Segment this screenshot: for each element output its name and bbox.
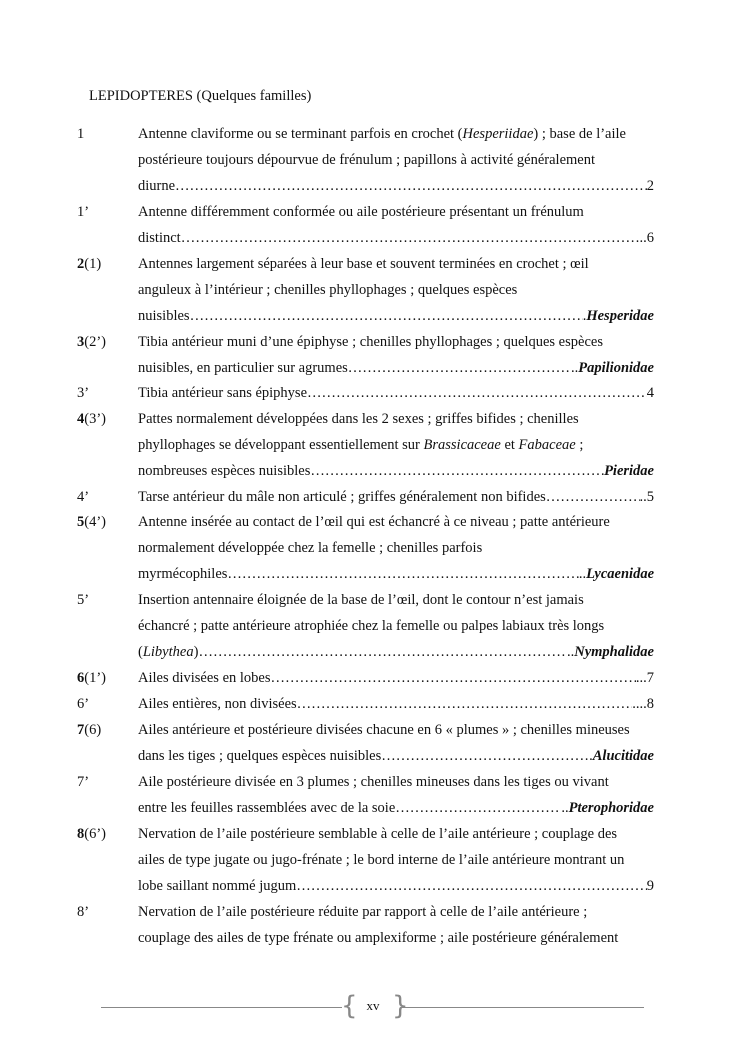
entry-line-text: Tibia antérieur sans épiphyse [138, 385, 308, 401]
entry-line-text: Ailes entières, non divisées [138, 696, 297, 712]
leader-dots [190, 308, 583, 325]
entry-number: 8(6’) [77, 826, 106, 842]
entry-number-bold: 8 [77, 826, 85, 842]
page-footer [0, 992, 745, 1022]
taxon-name: Libythea [142, 644, 194, 660]
family-name: Papilionidae [578, 360, 654, 376]
taxon-name: Fabaceae [518, 437, 576, 453]
taxon-name: Brassicaceae [423, 437, 501, 453]
entry-line [138, 178, 654, 195]
entry-line [138, 204, 584, 221]
entry-line-text: Nervation de l’aile postérieure semblable à celle de l’aile antérieure ; couplage des [138, 826, 618, 842]
entry-line [138, 411, 579, 428]
entry-line-text: (Libythea) [138, 644, 199, 660]
entry-line-text: myrmécophiles [138, 566, 228, 582]
entry-number: 1 [77, 126, 85, 142]
entry-line-text: nuisibles [138, 308, 190, 324]
entry-target: ..6 [639, 230, 654, 246]
leader-dots [395, 800, 561, 817]
entry-line [138, 826, 617, 843]
entry-target: 2 [646, 178, 654, 194]
entry-number: 6’ [77, 696, 90, 712]
entry-line [138, 308, 654, 325]
taxon-name: Hesperiidae [462, 126, 534, 142]
entry-number: 6(1’) [77, 670, 106, 686]
entry-line-text: normalement développée chez la femelle ; chenilles parfois [138, 540, 483, 556]
entry-line-text: Antenne claviforme ou se terminant parfois en crochet (Hesperiidae) ; base de l’aile [138, 126, 626, 142]
entry-line [138, 540, 482, 557]
entry-line [138, 437, 583, 454]
page-number: xv [366, 998, 380, 1013]
entry-line-text: ailes de type jugate ou jugo-frénate ; le bord interne de l’aile antérieure montrant un [138, 852, 625, 868]
leader-dots [310, 463, 604, 480]
entry-number: 2(1) [77, 256, 102, 272]
family-name: Pieridae [604, 463, 654, 479]
leader-dots [227, 566, 578, 583]
entry-line-text: nuisibles, en particulier sur agrumes [138, 360, 348, 376]
entry-line-text: Insertion antennaire éloignée de la base de l’œil, dont le contour n’est jamais [138, 592, 584, 608]
entry-line-text: postérieure toujours dépourvue de frénulum ; papillons à activité généralement [138, 152, 595, 168]
entry-number: 3(2’) [77, 334, 106, 350]
entry-number: 4(3’) [77, 411, 106, 427]
entry-line-text: Ailes divisées en lobes [138, 670, 271, 686]
leader-dots [271, 670, 636, 687]
entry-line-text: nombreuses espèces nuisibles [138, 463, 311, 479]
entry-line [138, 904, 587, 921]
entry-line-text: Pattes normalement développées dans les 2 sexes ; griffes bifides ; chenilles [138, 411, 579, 427]
entry-line-text: Antenne insérée au contact de l’œil qui est échancré à ce niveau ; patte antérieure [138, 514, 610, 530]
entry-line-text: diurne [138, 178, 176, 194]
entry-number: 3’ [77, 385, 90, 401]
leader-dots [348, 360, 571, 377]
leader-dots [198, 644, 567, 661]
entry-line [138, 696, 654, 713]
entry-line [138, 852, 624, 869]
family-name: Pterophoridae [568, 800, 654, 816]
leader-dots [381, 748, 589, 765]
entry-number: 5’ [77, 592, 90, 608]
entry-line-text: Aile postérieure divisée en 3 plumes ; chenilles mineuses dans les tiges ou vivant [138, 774, 609, 790]
entry-target: ....8 [632, 696, 654, 712]
entry-line [138, 592, 584, 609]
entry-line [138, 748, 654, 765]
entry-line-text: anguleux à l’intérieur ; chenilles phyllophages ; quelques espèces [138, 282, 518, 298]
entry-line-text: lobe saillant nommé jugum [138, 878, 297, 894]
entry-number: 8’ [77, 904, 90, 920]
entry-target: 9 [646, 878, 654, 894]
entry-line [138, 256, 589, 273]
family-name: Lycaenidae [586, 566, 654, 582]
entry-line [138, 463, 654, 480]
entry-target: ..5 [639, 489, 654, 505]
entry-number: 7(6) [77, 722, 102, 738]
entry-line [138, 722, 630, 739]
entry-target: 4 [646, 385, 654, 401]
entry-line-text: Antennes largement séparées à leur base et souvent terminées en crochet ; œil [138, 256, 589, 272]
leader-dots [296, 878, 646, 895]
entry-line [138, 878, 654, 895]
entry-target: ..Pterophoridae [561, 800, 654, 816]
entry-target: ..Papilionidae [571, 360, 654, 376]
entry-line [138, 126, 626, 143]
entry-line [138, 385, 654, 402]
entry-number: 1’ [77, 204, 90, 220]
entry-target: ..Lycaenidae [578, 566, 654, 582]
entry-number-bold: 6 [77, 670, 85, 686]
leader-dots [181, 230, 640, 247]
entry-line-text: Tibia antérieur muni d’une épiphyse ; chenilles phyllophages ; quelques espèces [138, 334, 603, 350]
entry-line [138, 930, 618, 947]
entry-target: ...7 [635, 670, 654, 686]
leader-dots [175, 178, 647, 195]
entry-line-text: phyllophages se développant essentiellement sur Brassicaceae et Fabaceae ; [138, 437, 584, 453]
footer-brace-left: { [341, 991, 358, 1021]
leader-dots [307, 385, 647, 402]
section-heading: LEPIDOPTERES (Quelques familles) [89, 88, 312, 104]
entry-line-text: Nervation de l’aile postérieure réduite par rapport à celle de l’aile antérieure ; [138, 904, 588, 920]
entry-target: .Alucitidae [589, 748, 654, 764]
leader-dots [546, 489, 640, 506]
entry-line-text: distinct [138, 230, 181, 246]
entry-line [138, 282, 517, 299]
footer-rule-left [101, 1007, 342, 1008]
entry-number-bold: 3 [77, 334, 85, 350]
entry-number-bold: 5 [77, 514, 85, 530]
entry-line [138, 514, 610, 531]
entry-line [138, 489, 654, 506]
entry-number: 4’ [77, 489, 90, 505]
entry-line [138, 360, 654, 377]
entry-number: 5(4’) [77, 514, 106, 530]
footer-rule-right [402, 1007, 644, 1008]
entry-line-text: dans les tiges ; quelques espèces nuisibles [138, 748, 382, 764]
entry-line-text: Tarse antérieur du mâle non articulé ; griffes généralement non bifides [138, 489, 546, 505]
entry-line-text: échancré ; patte antérieure atrophiée chez la femelle ou palpes labiaux très longs [138, 618, 605, 634]
entry-number: 7’ [77, 774, 90, 790]
entry-line [138, 800, 654, 817]
entry-line-text: Antenne différemment conformée ou aile postérieure présentant un frénulum [138, 204, 584, 220]
entry-number-bold: 2 [77, 256, 85, 272]
entry-line [138, 566, 654, 583]
entry-number-bold: 4 [77, 411, 85, 427]
entry-line [138, 152, 595, 169]
entry-line [138, 670, 654, 687]
family-name: Nymphalidae [574, 644, 654, 660]
entry-line [138, 644, 654, 661]
entry-line [138, 334, 603, 351]
entry-target [604, 463, 654, 480]
footer-brace-right: } [392, 991, 409, 1021]
entry-line [138, 618, 604, 635]
entry-target: .Hesperidae [582, 308, 654, 324]
entry-line-text: Ailes antérieure et postérieure divisées chacune en 6 « plumes » ; chenilles mineuses [138, 722, 630, 738]
entry-target: ..Nymphalidae [567, 644, 654, 660]
family-name: Hesperidae [586, 308, 654, 324]
entry-line-text: entre les feuilles rassemblées avec de la soie [138, 800, 396, 816]
entry-number-bold: 7 [77, 722, 85, 738]
leader-dots [297, 696, 633, 713]
family-name: Alucitidae [592, 748, 654, 764]
entry-line-text: couplage des ailes de type frénate ou amplexiforme ; aile postérieure généralement [138, 930, 619, 946]
entry-line [138, 230, 654, 247]
entry-line [138, 774, 609, 791]
